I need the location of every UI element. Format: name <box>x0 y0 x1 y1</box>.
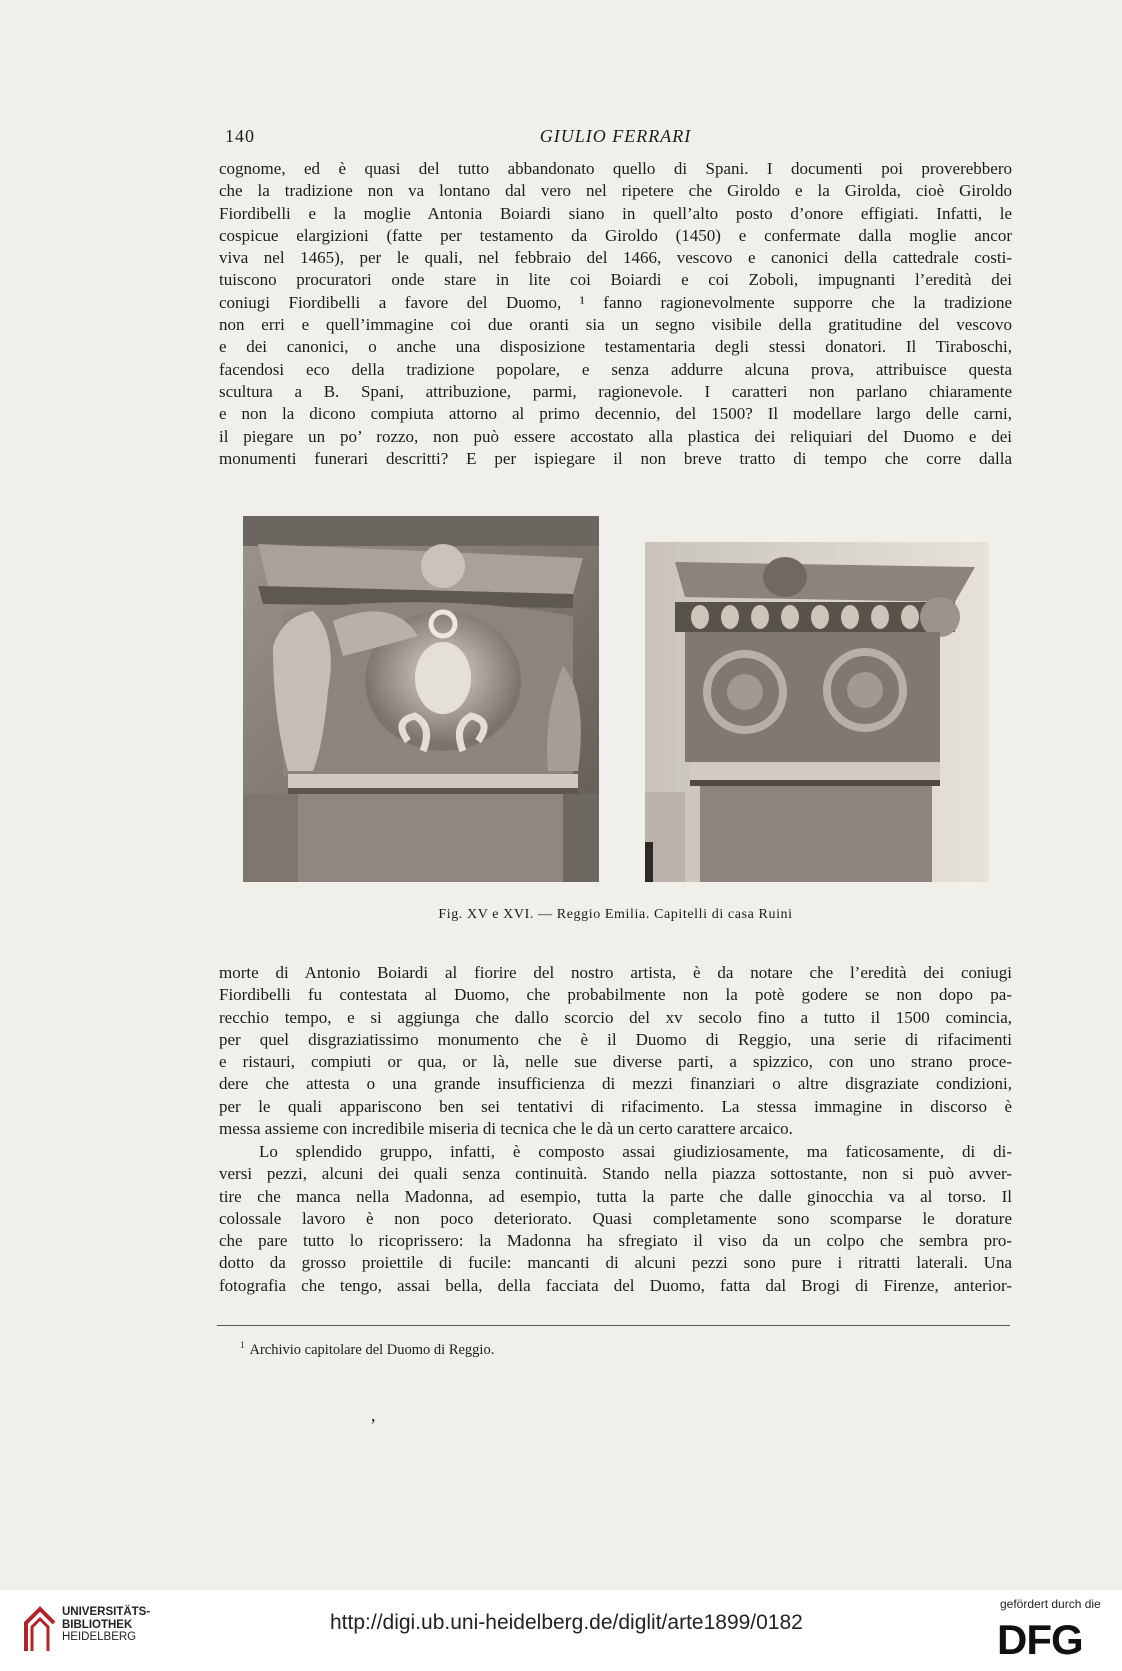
text-line: e non la dicono compiuta attorno al primo decennio, del 1500? Il modellare largo delle carni, <box>219 404 1012 424</box>
text-line: tuiscono procuratori onde stare in lite coi Boiardi e coi Zoboli, impugnanti l’eredità dei <box>219 270 1012 290</box>
text-line: che la tradizione non va lontano dal vero nel ripetere che Giroldo e la Girolda, cioè Giroldo <box>219 181 1012 201</box>
page-header <box>219 126 1012 150</box>
text-line: cospicue elargizioni (fatte per testamento da Giroldo (1450) e confermate dalla moglie ancor <box>219 225 1012 245</box>
paragraph-3 <box>219 1141 1012 1297</box>
text-line: dotto da grosso proiettile di fucile: mancanti di alcuni pezzi sono pure i ritratti laterali. Una <box>219 1253 1012 1273</box>
text-line: recchio tempo, e si aggiunga che dallo scorcio del xv secolo fino a tutto il 1500 comincia, <box>219 1007 1012 1027</box>
permalink-url[interactable]: http://digi.ub.uni-heidelberg.de/diglit/arte1899/0182 <box>330 1611 803 1634</box>
footnote-text: Archivio capitolare del Duomo di Reggio. <box>249 1341 495 1358</box>
text-line: viva nel 1465), per le quali, nel febbraio del 1466, vescovo e canonici della cattedrale costi- <box>219 248 1012 268</box>
paragraph-2 <box>219 962 1012 1140</box>
text-line: Fiordibelli e la moglie Antonia Boiardi siano in quell’alto posto d’onore effigiati. Infatti, le <box>219 203 1012 223</box>
text-line: che pare tutto lo ricoprissero: la Madonna ha sfregiato il viso da un colpo che sembra pro- <box>219 1231 1012 1251</box>
library-line-3: HEIDELBERG <box>62 1631 137 1643</box>
dfg-logo[interactable]: DFG <box>997 1616 1083 1663</box>
text-line: fotografia che tengo, assai bella, della facciata del Duomo, fatta dal Brogi di Firenze, anterior- <box>219 1275 1012 1295</box>
text-line: dere che attesta o una grande insufficienza di mezzi finanziari o altre disgraziate condizioni, <box>219 1074 1012 1094</box>
text-line: e ristauri, compiuti or qua, or là, nelle sue diverse parti, a spizzico, con uno strano proce- <box>219 1052 1012 1072</box>
text-line: e dei canonici, o anche una disposizione testamentaria degli stessi donatori. Il Tiraboschi, <box>219 337 1012 357</box>
text-line: monumenti funerari descritti? E per ispiegare il non breve tratto di tempo che corre dalla <box>219 448 1012 468</box>
figure-xvi-photo <box>645 542 989 882</box>
text-line: tire che manca nella Madonna, ad esempio, tutta la parte che dalle ginocchia va al torso. Il <box>219 1186 1012 1206</box>
text-line: facendosi eco della tradizione popolare, e senza addurre alcuna prova, attribuisce questa <box>219 359 1012 379</box>
paragraph-1 <box>219 158 1012 470</box>
figure-caption: Fig. XV e XVI. — Reggio Emilia. Capitelli di casa Ruini <box>438 907 793 922</box>
text-line: versi pezzi, alcuni dei quali senza continuità. Stando nella piazza sottostante, non si può avver- <box>219 1164 1012 1184</box>
stray-mark: , <box>371 1405 376 1425</box>
text-line: morte di Antonio Boiardi al fiorire del nostro artista, è da notare che l’eredità dei coniugi <box>219 963 1012 982</box>
capital-mask-griffins-image <box>243 516 599 882</box>
running-title: GIULIO FERRARI <box>539 126 692 146</box>
footnote <box>240 1340 494 1359</box>
library-name[interactable] <box>62 1606 150 1644</box>
text-line: non erri e quell’immagine coi due oranti sia un segno visibile della gratitudine del vescovo <box>219 315 1012 335</box>
figure-xv-photo <box>243 516 599 882</box>
library-line-1: UNIVERSITÄTS- <box>62 1606 151 1618</box>
text-line: Lo splendido gruppo, infatti, è composto assai giudiziosamente, ma faticosamente, di di- <box>259 1142 1012 1161</box>
text-line: per le quali appariscono ben sei tentativi di rifacimento. La stessa immagine in discorso è <box>219 1096 1012 1116</box>
footnote-mark: 1 <box>240 1340 245 1350</box>
text-line: colossale lavoro è non poco deteriorato. Quasi completamente sono scomparse le dorature <box>219 1208 1012 1228</box>
footnote-rule <box>217 1325 1010 1326</box>
text-line: Fiordibelli fu contestata al Duomo, che probabilmente non la potè godere se non dopo pa- <box>219 985 1012 1005</box>
library-line-2: BIBLIOTHEK <box>62 1618 133 1631</box>
library-logo-icon <box>22 1603 58 1660</box>
text-line: scultura a B. Spani, attribuzione, parmi, ragionevole. I caratteri non parlano chiaramente <box>219 381 1012 401</box>
text-line: coniugi Fiordibelli a favore del Duomo, ¹ fanno ragionevolmente supporre che la tradizione <box>219 292 1012 312</box>
funding-label: gefördert durch die <box>1000 1597 1101 1611</box>
page-number: 140 <box>225 126 255 146</box>
text-line: per quel disgraziatissimo monumento che è il Duomo di Reggio, una serie di rifacimenti <box>219 1029 1012 1049</box>
text-line: il piegare un po’ rozzo, non può essere accostato alla plastica dei reliquiari del Duomo e dei <box>219 426 1012 446</box>
text-line: messa assieme con incredibile miseria di tecnica che le dà un certo carattere arcaico. <box>219 1119 793 1139</box>
text-line: cognome, ed è quasi del tutto abbandonato quello di Spani. I documenti poi proverebbero <box>219 159 1012 178</box>
capital-ram-foliage-image <box>645 542 989 882</box>
